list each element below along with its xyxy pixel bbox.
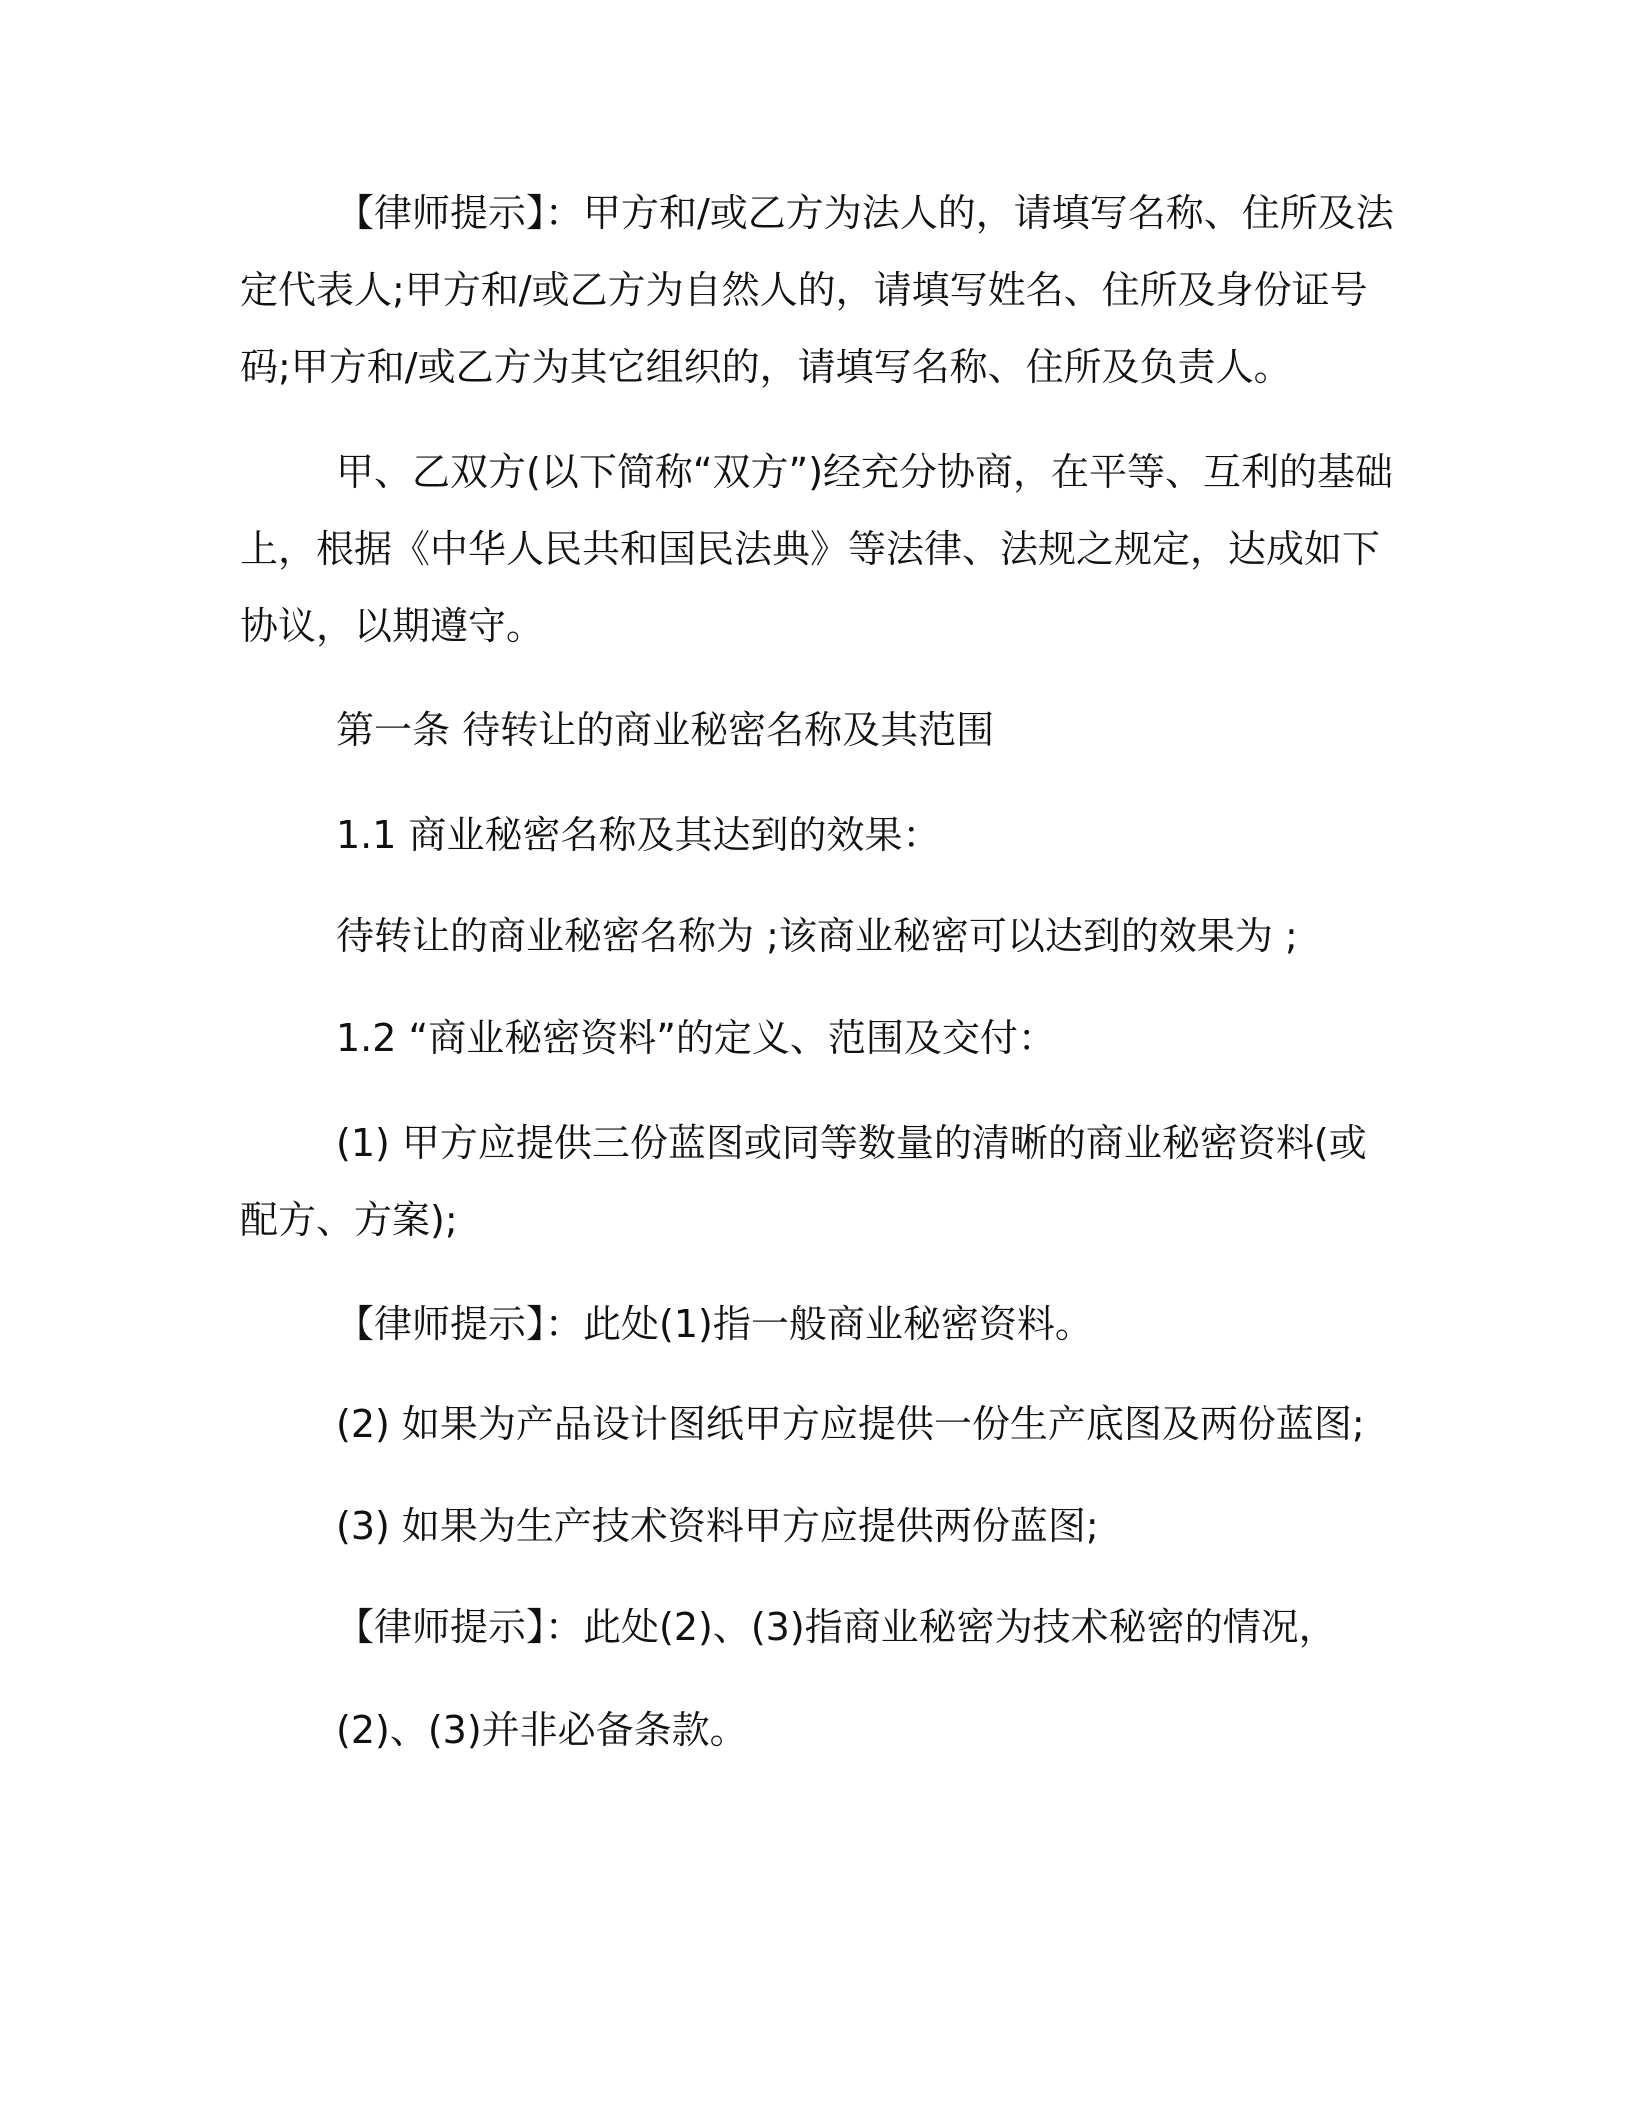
clause-1-1-body: 待转让的商业秘密名称为 ;该商业秘密可以达到的效果为 ; [336,914,1298,958]
item-2-paragraph: (2) 如果为产品设计图纸甲方应提供一份生产底图及两份蓝图; [336,1402,1365,1446]
clause-1-2-heading: 1.2 “商业秘密资料”的定义、范围及交付： [336,1016,1056,1060]
item-1-paragraph: (1) 甲方应提供三份蓝图或同等数量的清晰的商业秘密资料(或配方、方案); [240,1121,1367,1242]
lawyer-tip-items-2-3: 【律师提示】：此处(2)、(3)指商业秘密为技术秘密的情况， [336,1605,1337,1649]
clause-1-1-heading: 1.1 商业秘密名称及其达到的效果： [336,813,941,857]
items-2-3-note: (2)、(3)并非必备条款。 [336,1708,748,1752]
item-3-paragraph: (3) 如果为生产技术资料甲方应提供两份蓝图; [336,1504,1099,1548]
lawyer-tip-parties-paragraph: 【律师提示】：甲方和/或乙方为法人的，请填写名称、住所及法定代表人;甲方和/或乙方为自然人的，请填写姓名、住所及身份证号码;甲方和/或乙方为其它组织的，请填写名称、住所及负责人。 [240,191,1394,389]
lawyer-tip-item-1: 【律师提示】：此处(1)指一般商业秘密资料。 [336,1302,1093,1346]
preamble-paragraph: 甲、乙双方(以下简称“双方”)经充分协商，在平等、互利的基础上，根据《中华人民共和国民法典》等法律、法规之规定，达成如下协议，以期遵守。 [240,450,1394,648]
article-1-heading: 第一条 待转让的商业秘密名称及其范围 [336,708,995,752]
